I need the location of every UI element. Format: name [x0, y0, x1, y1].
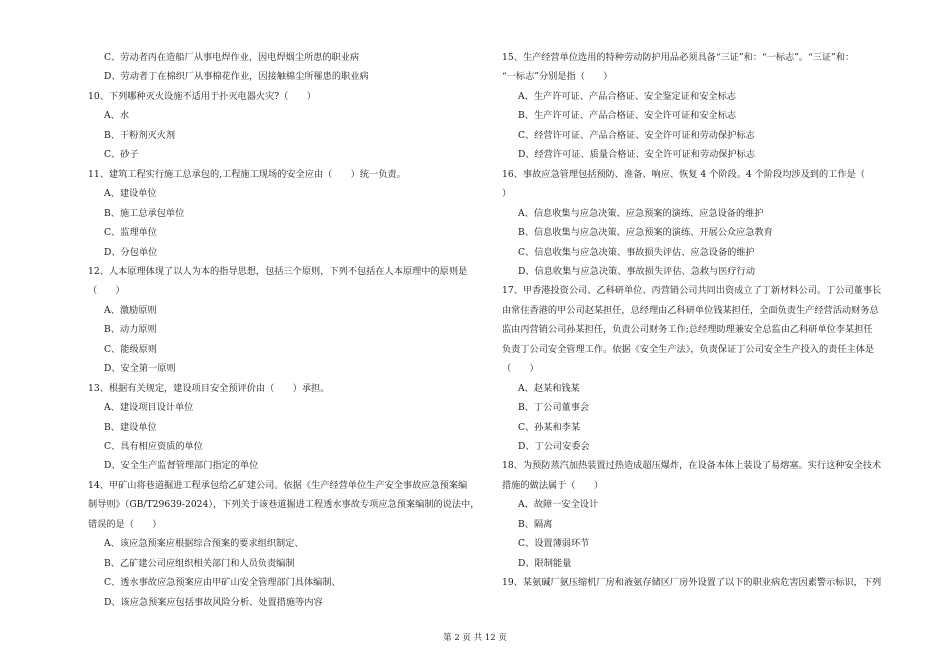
question-text-continued: 措施的做法属于（ ）: [502, 479, 604, 491]
question-text: 19、某氨碱厂氨压缩机厂房和液氨存储区厂房外设置了以下的职业病危害因素警示标识，下列: [502, 577, 882, 589]
answer-option: A、激励原则: [104, 304, 157, 316]
question-text: 12、人本原理体现了以人为本的指导思想，包括三个原则，下列不包括在人本原理中的原则是: [88, 265, 468, 277]
answer-option: C、孙某和李某: [518, 421, 581, 433]
answer-option: B、干粉剂灭火剂: [104, 129, 176, 141]
answer-option: C、劳动者丙在造船厂从事电焊作业，因电焊烟尘所患的职业病: [104, 52, 360, 63]
answer-option: C、砂子: [104, 149, 139, 161]
answer-option: D、信息收集与应急决策、事故损失评估、急救与医疗行动: [518, 265, 756, 277]
answer-option: A、该应急预案应根据综合预案的要求组织制定、: [104, 538, 304, 550]
answer-option: B、隔离: [518, 518, 553, 530]
answer-option: C、透水事故应急预案应由甲矿山安全管理部门具体编制、: [104, 577, 341, 589]
question-text-continued: 制导则》（GB/T29639-2024），下列关于该巷道掘进工程透水事故专项应急预案编制的说法中，: [88, 499, 480, 511]
page-footer: 第 2 页 共 12 页: [443, 633, 507, 643]
answer-option: B、丁公司董事会: [518, 402, 590, 414]
question-text-continued: 监由丙营销公司孙某担任，负责公司财务工作;总经理助理兼安全总监由乙科研单位李某担任: [502, 324, 873, 336]
question-text: 13、根据有关规定，建设项目安全预评价由（ ）承担。: [88, 382, 330, 394]
question-text-continued: （ ）: [88, 285, 125, 297]
answer-option: D、经营许可证、质量合格证、安全许可证和劳动保护标志: [518, 149, 756, 161]
answer-option: C、设置薄弱环节: [518, 538, 590, 550]
answer-option: A、生产许可证、产品合格证、安全鉴定证和安全标志: [518, 90, 736, 102]
question-text-continued: “一标志”分别是指（ ）: [502, 71, 613, 83]
answer-option: B、建设单位: [104, 421, 157, 433]
answer-option: B、乙矿建公司应组织相关部门和人员负责编制: [104, 557, 295, 569]
question-text-continued: 错误的是（ ）: [88, 518, 162, 530]
question-text-continued: 负责丁公司安全管理工作。依据《安全生产法》，负责保证丁公司安全生产投入的责任主体是: [502, 343, 875, 355]
question-text: 17、甲香港投资公司、乙科研单位、丙营销公司共同出资成立了丁新材料公司。丁公司董事长: [502, 285, 882, 297]
answer-option: C、信息收集与应急决策、事故损失评估、应急设备的维护: [518, 246, 755, 258]
question-text-continued: ）: [502, 188, 512, 200]
answer-option: C、具有相应资质的单位: [104, 441, 203, 452]
question-text: 15、生产经营单位选用的特种劳动防护用品必须具备“三证”和：“一标志”。“三证”和：: [502, 52, 855, 63]
answer-option: D、安全生产监督管理部门指定的单位: [104, 460, 259, 472]
question-text: 11、建筑工程实行施工总承包的,工程施工现场的安全应由（ ）统一负责。: [88, 168, 406, 180]
answer-option: D、限制能量: [518, 557, 572, 569]
answer-option: A、建设项目设计单位: [104, 402, 194, 414]
answer-option: D、劳动者丁在棉织厂从事棉花作业，因接触棉尘所罹患的职业病: [104, 71, 369, 83]
answer-option: D、该应急预案应包括事故风险分析、处置措施等内容: [104, 596, 323, 608]
question-text: 18、为预防蒸汽加热装置过热造成超压爆炸，在设备本体上装设了易熔塞。实行这种安全技术: [502, 460, 882, 472]
answer-option: A、故障一安全设计: [518, 499, 599, 511]
answer-option: B、动力原则: [104, 324, 157, 336]
answer-option: D、丁公司安委会: [518, 441, 590, 452]
question-text: 14、甲矿山将巷道掘进工程承包给乙矿建公司。依据《生产经营单位生产安全事故应急预案编: [88, 479, 468, 491]
answer-option: A、赵某和钱某: [518, 382, 580, 394]
answer-option: C、监理单位: [104, 227, 157, 239]
answer-option: A、水: [104, 110, 130, 122]
answer-option: C、能级原则: [104, 343, 157, 355]
question-text-continued: （ ）: [502, 363, 539, 375]
answer-option: C、经营许可证、产品合格证、安全许可证和劳动保护标志: [518, 129, 755, 141]
question-text: 10、下列哪种灭火设施不适用于扑灭电器火灾?（ ）: [88, 90, 316, 102]
answer-option: D、分包单位: [104, 246, 158, 258]
answer-option: D、安全第一原则: [104, 363, 176, 375]
question-text: 16、事故应急管理包括预防、准备、响应、恢复 4 个阶段。4 个阶段均涉及到的工作是（: [502, 168, 865, 180]
answer-option: B、施工总承包单位: [104, 207, 185, 219]
answer-option: B、信息收集与应急决策、应急预案的演练、开展公众应急教育: [518, 227, 773, 239]
answer-option: B、生产许可证、产品合格证、安全许可证和安全标志: [518, 110, 737, 122]
question-text-continued: 由常住香港的甲公司赵某担任，总经理由乙科研单位钱某担任，全面负责生产经营活动财务总: [502, 304, 879, 316]
answer-option: A、建设单位: [104, 188, 157, 200]
answer-option: A、信息收集与应急决策、应急预案的演练、应急设备的维护: [518, 207, 764, 219]
